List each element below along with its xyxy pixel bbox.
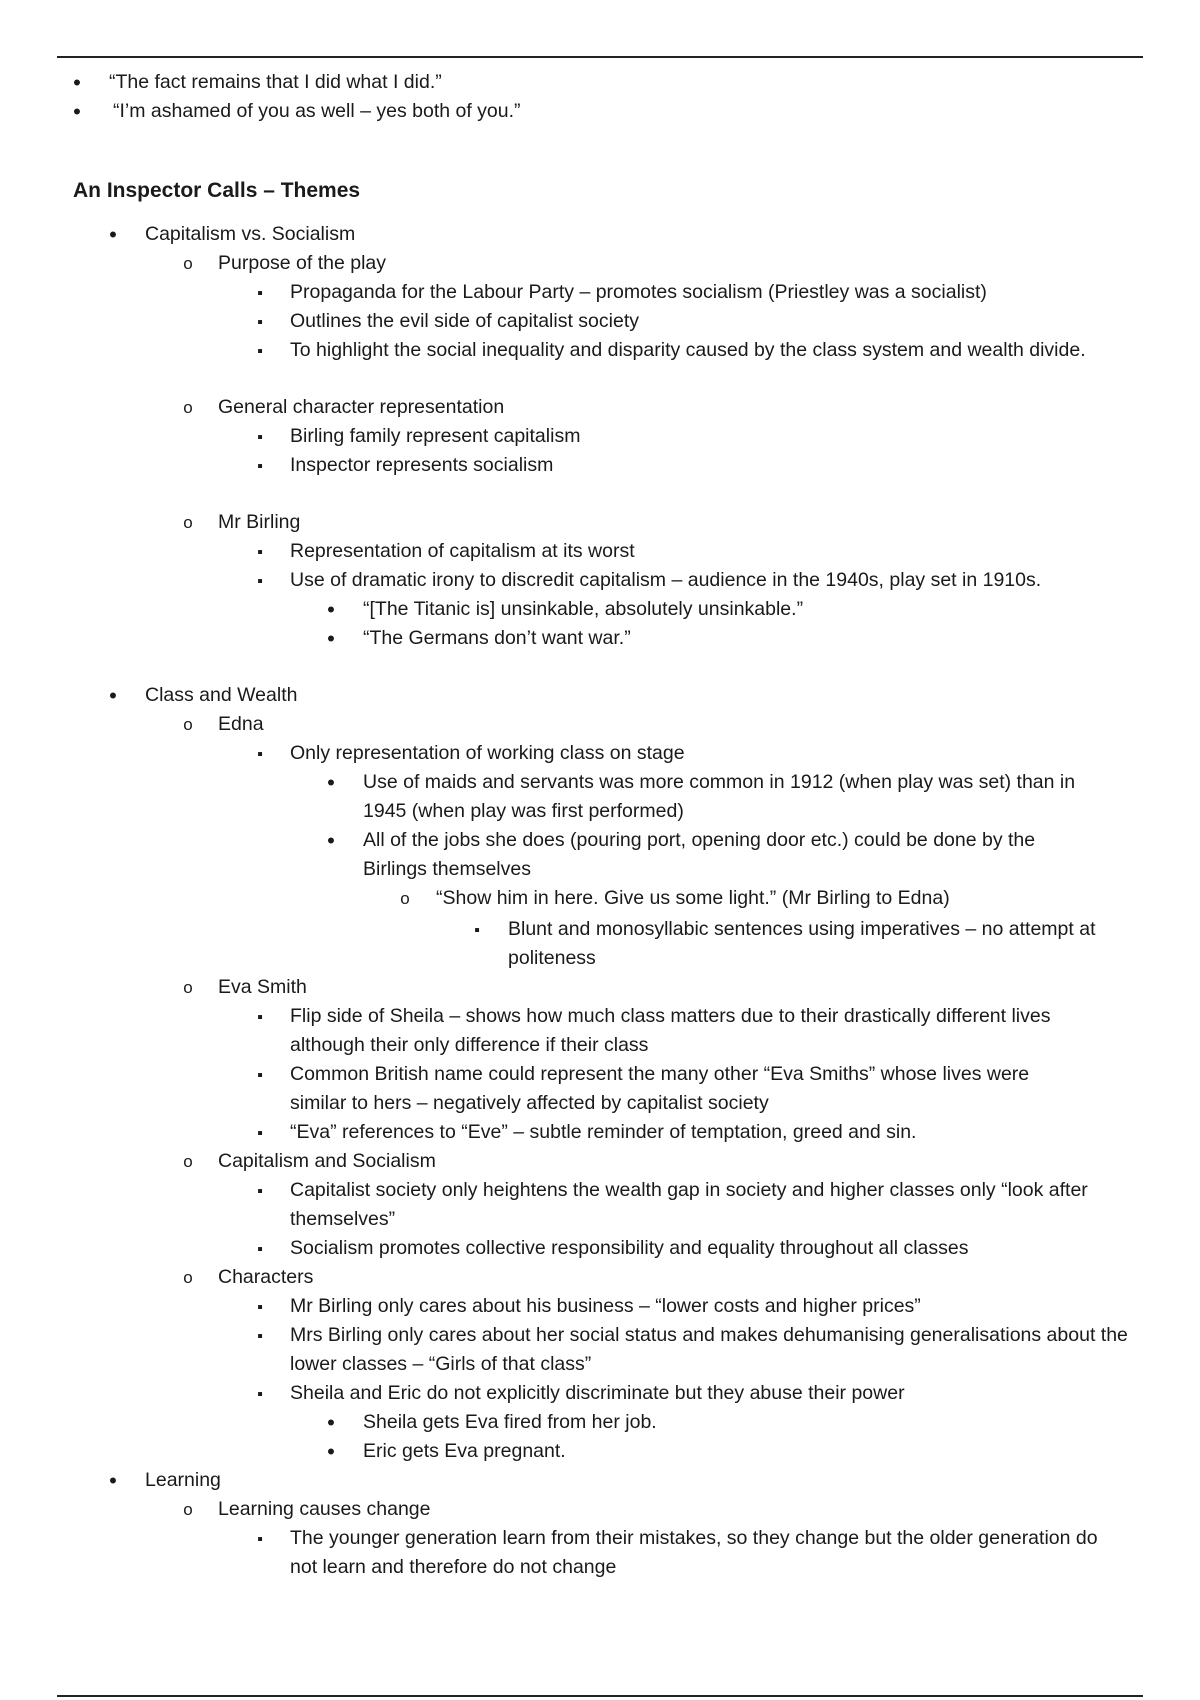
square-bullet-icon: [253, 1321, 267, 1351]
circle-bullet-icon: [181, 393, 195, 422]
circle-bullet-icon: [181, 973, 195, 1002]
circle-bullet-icon: [181, 710, 195, 739]
square-bullet-icon: [253, 336, 267, 366]
subtopic-item: o Eva Smith: [0, 973, 1200, 1002]
square-bullet-icon: [253, 1524, 267, 1554]
bullet-icon: [70, 68, 84, 99]
circle-bullet-icon: [181, 1495, 195, 1524]
point-item: ▪ Use of dramatic irony to discredit capitalism – audience in the 1940s, play set in 1910s.: [0, 566, 1200, 595]
bullet-icon: [106, 1466, 120, 1497]
bottom-rule: [57, 1695, 1143, 1697]
point-item: ▪ Outlines the evil side of capitalist society: [0, 307, 1200, 336]
detail-item: • Use of maids and servants was more common in 1912 (when play was set) than in 1945 (when play was first performed): [0, 768, 1103, 826]
point-item: ▪ Propaganda for the Labour Party – promotes socialism (Priestley was a socialist): [0, 278, 1200, 307]
quote-item: o “Show him in here. Give us some light.” (Mr Birling to Edna): [0, 884, 1200, 913]
subtopic-item: o Capitalism and Socialism: [0, 1147, 1200, 1176]
bullet-icon: [324, 1437, 338, 1468]
document-body: [0, 68, 1200, 1582]
square-bullet-icon: [253, 451, 267, 481]
point-item: ▪ Representation of capitalism at its worst: [0, 537, 1200, 566]
square-bullet-icon: [253, 278, 267, 308]
square-bullet-icon: [253, 1060, 267, 1090]
square-bullet-icon: [253, 537, 267, 567]
bullet-icon: [324, 768, 338, 799]
subtopic-item: o Edna: [0, 710, 1200, 739]
point-item: ▪ Birling family represent capitalism: [0, 422, 1200, 451]
quote-item: • “[The Titanic is] unsinkable, absolutely unsinkable.”: [0, 595, 1200, 624]
bullet-icon: [324, 826, 338, 857]
square-bullet-icon: [470, 915, 484, 945]
bullet-icon: [324, 624, 338, 655]
quote-item: • “The Germans don’t want war.”: [0, 624, 1200, 653]
point-item: ▪ The younger generation learn from their mistakes, so they change but the older generation do not learn and therefore do not change: [0, 1524, 1120, 1582]
bullet-icon: [324, 1408, 338, 1439]
list-item: • “I’m ashamed of you as well – yes both of you.”: [0, 97, 1200, 126]
list-item: • “The fact remains that I did what I did.”: [0, 68, 1200, 97]
square-bullet-icon: [253, 1379, 267, 1409]
example-item: • Eric gets Eva pregnant.: [0, 1437, 1200, 1466]
circle-bullet-icon: [181, 1263, 195, 1292]
theme-item: • Capitalism vs. Socialism: [0, 220, 1200, 249]
subtopic-item: o Characters: [0, 1263, 1200, 1292]
section-heading: An Inspector Calls – Themes: [73, 179, 361, 202]
top-rule: [57, 56, 1143, 58]
square-bullet-icon: [253, 422, 267, 452]
square-bullet-icon: [253, 1292, 267, 1322]
point-item: ▪ To highlight the social inequality and disparity caused by the class system and wealth divide.: [0, 336, 1200, 365]
bullet-icon: [70, 97, 84, 128]
detail-item: • All of the jobs she does (pouring port, opening door etc.) could be done by the Birlings themselves: [0, 826, 1093, 884]
point-item: ▪ Mr Birling only cares about his business – “lower costs and higher prices”: [0, 1292, 1200, 1321]
point-item: ▪ Mrs Birling only cares about her social status and makes dehumanising generalisations about the lower classes – “Girls of that class”: [0, 1321, 1140, 1379]
theme-item: • Class and Wealth: [0, 681, 1200, 710]
circle-bullet-icon: [181, 1147, 195, 1176]
example-item: • Sheila gets Eva fired from her job.: [0, 1408, 1200, 1437]
square-bullet-icon: [253, 1002, 267, 1032]
bullet-icon: [324, 595, 338, 626]
subtopic-item: o Purpose of the play: [0, 249, 1200, 278]
circle-bullet-icon: [181, 508, 195, 537]
circle-bullet-icon: [398, 884, 412, 913]
square-bullet-icon: [253, 307, 267, 337]
square-bullet-icon: [253, 1118, 267, 1148]
point-item: ▪ Socialism promotes collective responsibility and equality throughout all classes: [0, 1234, 1200, 1263]
point-item: ▪ Flip side of Sheila – shows how much class matters due to their drastically different lives although their only difference if their class: [0, 1002, 1110, 1060]
square-bullet-icon: [253, 1234, 267, 1264]
subtopic-item: o Mr Birling: [0, 508, 1200, 537]
subtopic-item: o General character representation: [0, 393, 1200, 422]
point-item: ▪ “Eva” references to “Eve” – subtle reminder of temptation, greed and sin.: [0, 1118, 1200, 1147]
point-item: ▪ Inspector represents socialism: [0, 451, 1200, 480]
square-bullet-icon: [253, 1176, 267, 1206]
subtopic-item: o Learning causes change: [0, 1495, 1200, 1524]
square-bullet-icon: [253, 566, 267, 596]
theme-item: • Learning: [0, 1466, 1200, 1495]
point-item: ▪ Sheila and Eric do not explicitly discriminate but they abuse their power: [0, 1379, 1200, 1408]
point-item: ▪ Common British name could represent the many other “Eva Smiths” whose lives were similar to hers – negatively affected by capitalist society: [0, 1060, 1090, 1118]
point-item: ▪ Capitalist society only heightens the wealth gap in society and higher classes only “look after themselves”: [0, 1176, 1130, 1234]
circle-bullet-icon: [181, 249, 195, 278]
square-bullet-icon: [253, 739, 267, 769]
analysis-item: ▪ Blunt and monosyllabic sentences using imperatives – no attempt at politeness: [0, 915, 1148, 973]
bullet-icon: [106, 681, 120, 712]
bullet-icon: [106, 220, 120, 251]
point-item: ▪ Only representation of working class on stage: [0, 739, 1200, 768]
